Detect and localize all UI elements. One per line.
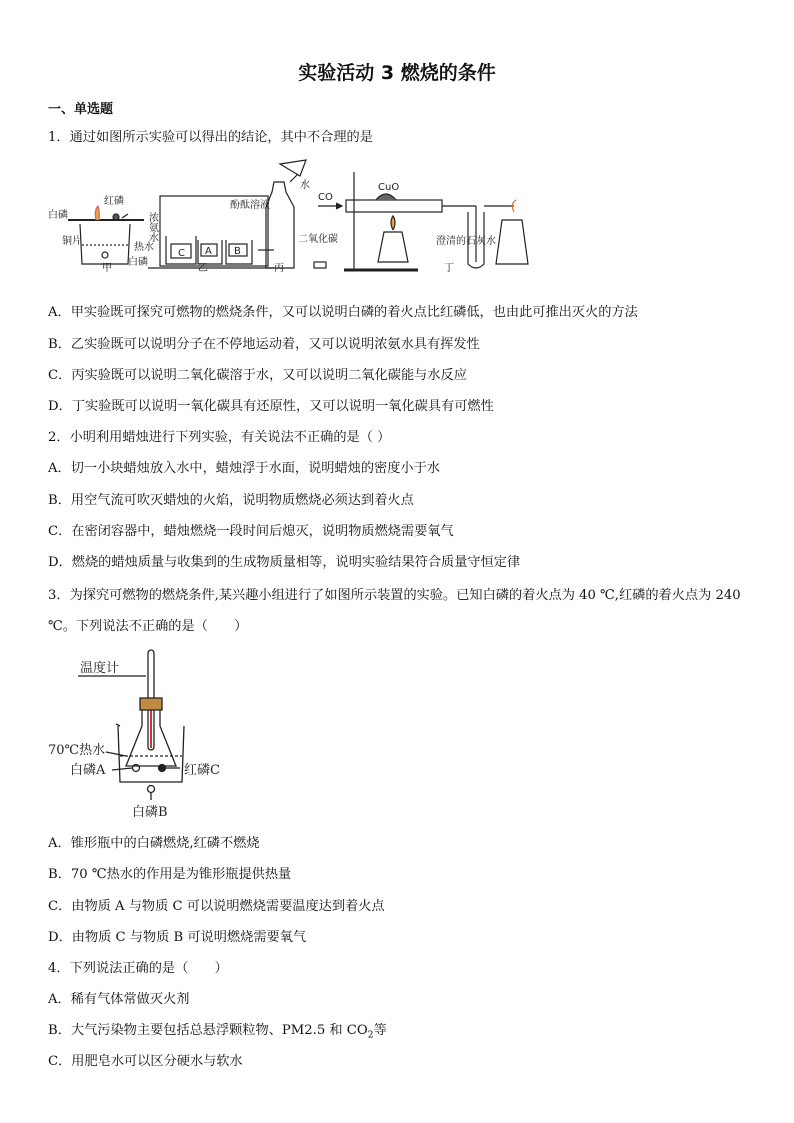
q2-option-d: D．燃烧的蜡烛质量与收集到的生成物质量相等，说明实验结果符合质量守恒定律 bbox=[48, 555, 521, 570]
label-shi-hui-shui: 澄清的石灰水 bbox=[436, 236, 496, 247]
page-title: 实验活动 3 燃烧的条件 bbox=[298, 62, 496, 84]
label-bai-lin: 白磷 bbox=[48, 210, 68, 221]
q4-option-b-suffix: 等 bbox=[373, 1023, 387, 1038]
label-co: CO bbox=[318, 192, 333, 203]
q1-option-b: B．乙实验既可以说明分子在不停地运动着，又可以说明浓氨水具有挥发性 bbox=[48, 337, 480, 352]
label-white-b: 白磷B bbox=[132, 805, 168, 820]
label-tong-pian: 铜片 bbox=[62, 236, 82, 247]
label-ding: 丁 bbox=[444, 263, 454, 272]
q3-option-a: A．锥形瓶中的白磷燃烧,红磷不燃烧 bbox=[48, 836, 260, 851]
figure-ding bbox=[318, 172, 528, 270]
q3-option-c: C．由物质 A 与物质 C 可以说明燃烧需要温度达到着火点 bbox=[48, 899, 385, 914]
label-a: A bbox=[205, 246, 212, 257]
q3-figure bbox=[48, 644, 248, 824]
q2-option-b: B．用空气流可吹灭蜡烛的火焰，说明物质燃烧必须达到着火点 bbox=[48, 493, 414, 508]
label-yi: 乙 bbox=[198, 263, 208, 272]
label-bing: 丙 bbox=[274, 263, 284, 272]
q3-option-b: B．70 ℃热水的作用是为锥形瓶提供热量 bbox=[48, 867, 292, 882]
label-re-shui: 热水 bbox=[134, 242, 154, 253]
q4-option-b bbox=[48, 1022, 387, 1045]
q2-option-a: A．切一小块蜡烛放入水中，蜡烛浮于水面，说明蜡烛的密度小于水 bbox=[48, 461, 440, 476]
label-fen-tai: 酚酞溶液 bbox=[230, 200, 270, 211]
label-jia: 甲 bbox=[102, 263, 112, 272]
q2-option-c: C．在密闭容器中，蜡烛燃烧一段时间后熄灭，说明物质燃烧需要氧气 bbox=[48, 524, 454, 539]
q1-option-a: A．甲实验既可探究可燃物的燃烧条件，又可以说明白磷的着火点比红磷低，也由此可推出灭火的方法 bbox=[48, 305, 638, 320]
q2-stem: 2．小明利用蜡烛进行下列实验，有关说法不正确的是（ ） bbox=[48, 430, 391, 445]
label-cuo: CuO bbox=[378, 182, 400, 193]
figure-bing bbox=[266, 160, 326, 268]
q4-option-b-text: B．大气污染物主要包括总悬浮颗粒物、PM2.5 和 CO bbox=[48, 1023, 368, 1038]
label-nong-an-shui: 浓氨水 bbox=[146, 212, 158, 242]
q4-option-c: C．用肥皂水可以区分硬水与软水 bbox=[48, 1054, 243, 1069]
label-thermometer: 温度计 bbox=[80, 661, 120, 676]
label-c: C bbox=[178, 248, 185, 259]
label-shui: 水 bbox=[300, 180, 310, 191]
q1-figure bbox=[48, 152, 558, 272]
q1-option-d: D．丁实验既可以说明一氧化碳具有还原性，又可以说明一氧化碳具有可燃性 bbox=[48, 399, 494, 414]
label-co2: 二氧化碳 bbox=[298, 234, 338, 245]
label-hong-lin: 红磷 bbox=[104, 196, 124, 207]
q3-stem: 3．为探究可燃物的燃烧条件,某兴趣小组进行了如图所示装置的实验。已知白磷的着火点为 40 ℃,红磷的着火点为 240 ℃。下列说法不正确的是（ ） bbox=[48, 588, 741, 634]
q3-option-d: D．由物质 C 与物质 B 可说明燃烧需要氧气 bbox=[48, 930, 307, 945]
label-b: B bbox=[234, 246, 241, 257]
label-red-c: 红磷C bbox=[184, 763, 220, 778]
label-hot-water: 70℃热水 bbox=[48, 743, 106, 758]
label-white-a: 白磷A bbox=[70, 763, 106, 778]
q1-stem: 1．通过如图所示实验可以得出的结论，其中不合理的是 bbox=[48, 130, 373, 145]
q4-option-a: A．稀有气体常做灭火剂 bbox=[48, 992, 190, 1007]
label-bai-lin-2: 白磷 bbox=[128, 257, 148, 268]
section-heading: 一、单选题 bbox=[48, 102, 114, 117]
co2-subscript: 2 bbox=[367, 1030, 374, 1041]
q1-option-c: C．丙实验既可以说明二氧化碳溶于水，又可以说明二氧化碳能与水反应 bbox=[48, 368, 467, 383]
q4-stem: 4．下列说法正确的是（ ） bbox=[48, 961, 228, 976]
figure-jia bbox=[68, 206, 144, 264]
